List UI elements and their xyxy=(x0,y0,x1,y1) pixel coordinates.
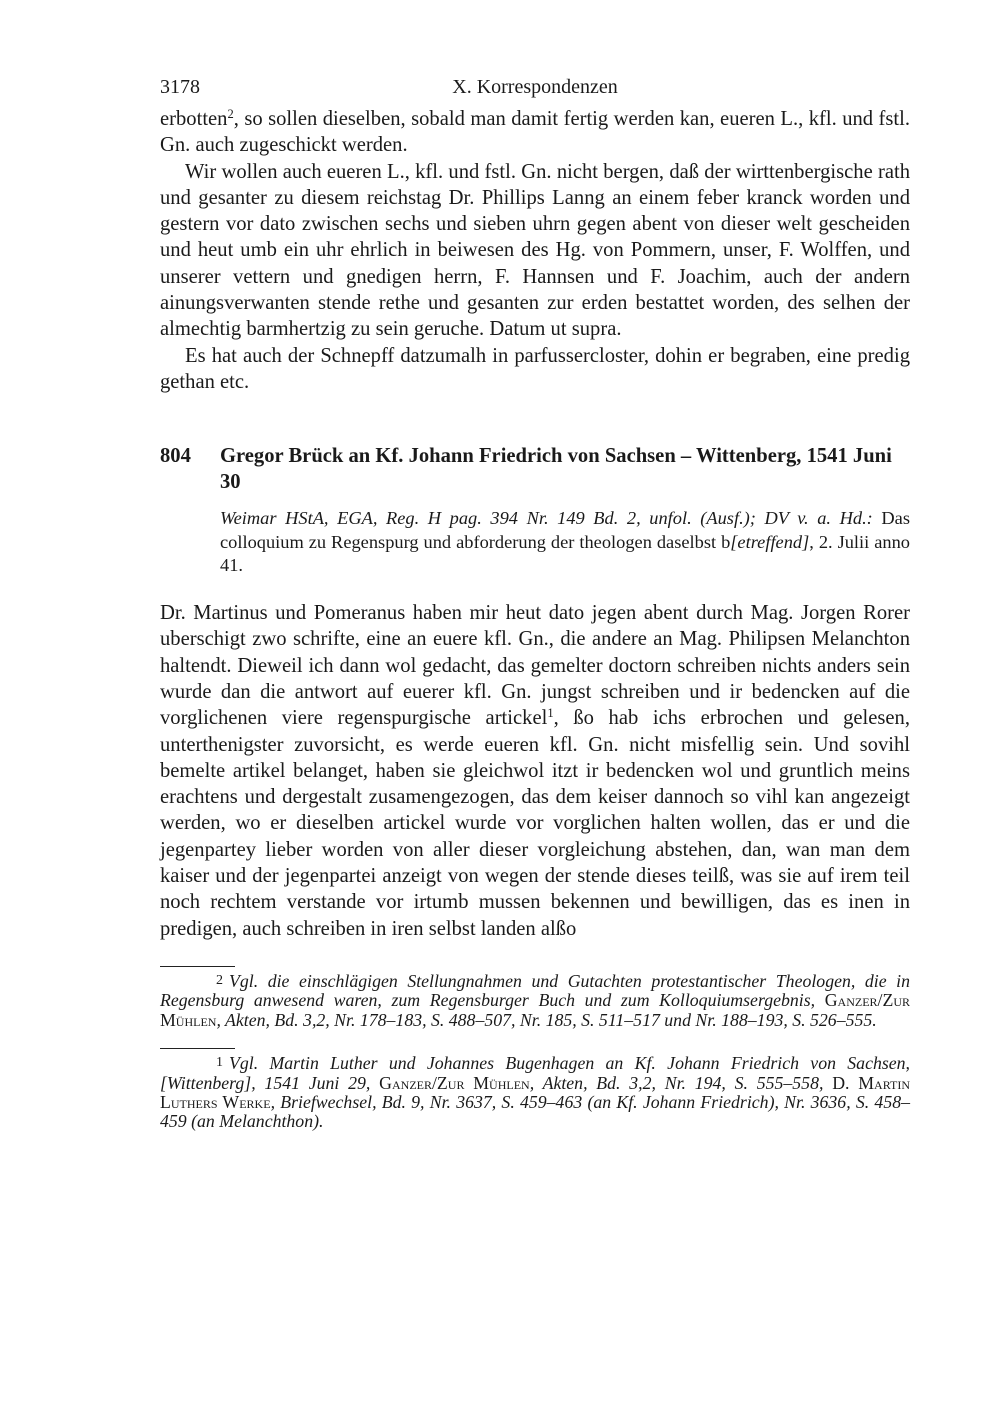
source-archive: Weimar HStA, EGA, Reg. H pag. 394 Nr. 149 Bd. 2, unfol. (Ausf.); DV v. a. Hd.: xyxy=(220,508,873,529)
footnote-rule xyxy=(160,966,235,967)
footnote-text: Vgl. die einschlägigen Stellungnahmen und Gutachten protestantischer Theologen, die in Regensburg anwesend waren, zum Regensburger Buch und zum Kolloquiumsergebnis, xyxy=(160,970,910,1011)
footnote-mark: 1 xyxy=(216,1055,223,1071)
running-header xyxy=(160,76,910,106)
letter-text-b: , ßo hab ichs erbrochen und gelesen, unterthenigster zuvorsicht, es werde eueren kfl. Gn. nicht misfellig sein. Und sovihl bemelte artikel belanget, haben sie gleichwol itzt ir bedencken wol und gruntlich meins erachtens und dergestalt zusamengezogen, das dem keiser dannoch so vihl kan angezeigt werden, wo er dieselben artickel wurde vor vorglichen halten wollen, das er und die jegenpartey lieber worden von aller dieser vorgleichung abstehen, dan, wan man dem kaiser und der jegenpartei anzeigt von wegen der stende dieses teilß, was sie auf irem teil noch rechtem verstande vor irtumb mussen bekennen und bewilligen, das es inen in predigen, auch schreiben in iren selbst landen alßo xyxy=(160,707,910,940)
source-note xyxy=(220,507,910,578)
footnote-work: D. Martin Luthers Werke xyxy=(160,1072,910,1112)
source-editorial-insert: [etreffend] xyxy=(730,531,810,552)
footnote-ref-1[interactable]: 1 xyxy=(547,706,554,721)
source-dorsal-text-a: Das colloquium zu Regenspurg und abforderung der theologen daselbst b xyxy=(220,508,910,552)
footnote-mark: 2 xyxy=(216,972,223,988)
document-heading xyxy=(160,443,910,495)
document-title: Gregor Brück an Kf. Johann Friedrich von Sachsen – Wittenberg, 1541 Juni 30 xyxy=(220,445,892,494)
continuation-text-b: , so sollen dieselben, sobald man damit fertig werden kan, eueren L., kfl. und fstl. Gn. auch zugeschickt werden. xyxy=(160,108,910,157)
continuation-paragraph-3: Es hat auch der Schnepff datzumalh in parfussercloster, dohin er begraben, eine predig gethan etc. xyxy=(160,344,910,393)
footnote-author: Ganzer/Zur Mühlen xyxy=(379,1072,530,1093)
footnote-1 xyxy=(160,1053,910,1132)
continuation-paragraph-2: Wir wollen auch eueren L., kfl. und fstl. Gn. nicht bergen, daß der wirttenbergische rath und gesanter zu diesem reichstag Dr. Phillips Lanng an einem feber kranck worden und gestern vor dato zwischen sechs und sieben uhrn gegen abent von dieser welt gescheiden und heut umb ein uhr ehrlich in beiwesen des Hg. von Pommern, unser, F. Wolffen, und unserer vettern und gnedigen herrn, F. Hannsen und F. Joachim, auch der andern ainungsverwanten stende rethe und gesanten zur erden bestattet worden, des selhen der almechtig barmhertzig zu sein geruche. Datum ut supra. xyxy=(160,160,910,341)
footnote-rule xyxy=(160,1048,235,1049)
document-number: 804 xyxy=(160,445,191,468)
footnote-ref-2[interactable]: 2 xyxy=(227,107,234,121)
source-dorsal-text-b: , 2. Julii anno 41. xyxy=(220,531,910,576)
footnote-text: Vgl. Martin Luther und Johannes Bugenhagen an Kf. Johann Friedrich von Sachsen, [Wittenberg], 1541 Juni 29, xyxy=(160,1053,910,1093)
footnote-block-continuation xyxy=(160,966,910,1030)
letter-text-a: Dr. Martinus und Pomeranus haben mir heut dato jegen abent durch Mag. Jorgen Rorer uberschigt zwo schrifte, eine an euere kfl. Gn., die andere an Mag. Philipsen Melanchton haltendt. Dieweil ich dann wol gedacht, das gemelter doctorn schreiben nichts anders sein wurde dan die antwort auf euerer kfl. Gn. jungst schreiben und ir bedencken auf die vorglichenen viere regenspurgische artickel xyxy=(160,602,910,730)
document-page xyxy=(160,76,910,1132)
footnote-author: Ganzer/Zur Mühlen xyxy=(160,990,910,1030)
page-number: 3178 xyxy=(160,76,200,98)
continuation-text-a: erbotten xyxy=(160,108,228,130)
letter-body xyxy=(160,600,910,942)
footnote-text: , Briefwechsel, Bd. 9, Nr. 3637, S. 459–463 (an Kf. Johann Friedrich), Nr. 3636, S. 458–459 (an Melanchthon). xyxy=(160,1091,910,1132)
footnote-block-document xyxy=(160,1048,910,1132)
footnote-2 xyxy=(160,971,910,1030)
footnote-text: , Akten, Bd. 3,2, Nr. 178–183, S. 488–507, Nr. 185, S. 511–517 und Nr. 188–193, S. 526–555. xyxy=(216,1009,877,1030)
running-title: X. Korrespondenzen xyxy=(452,76,618,98)
footnote-text: , Akten, Bd. 3,2, Nr. 194, S. 555–558, xyxy=(529,1072,833,1093)
continuation-paragraph-1 xyxy=(160,106,910,159)
